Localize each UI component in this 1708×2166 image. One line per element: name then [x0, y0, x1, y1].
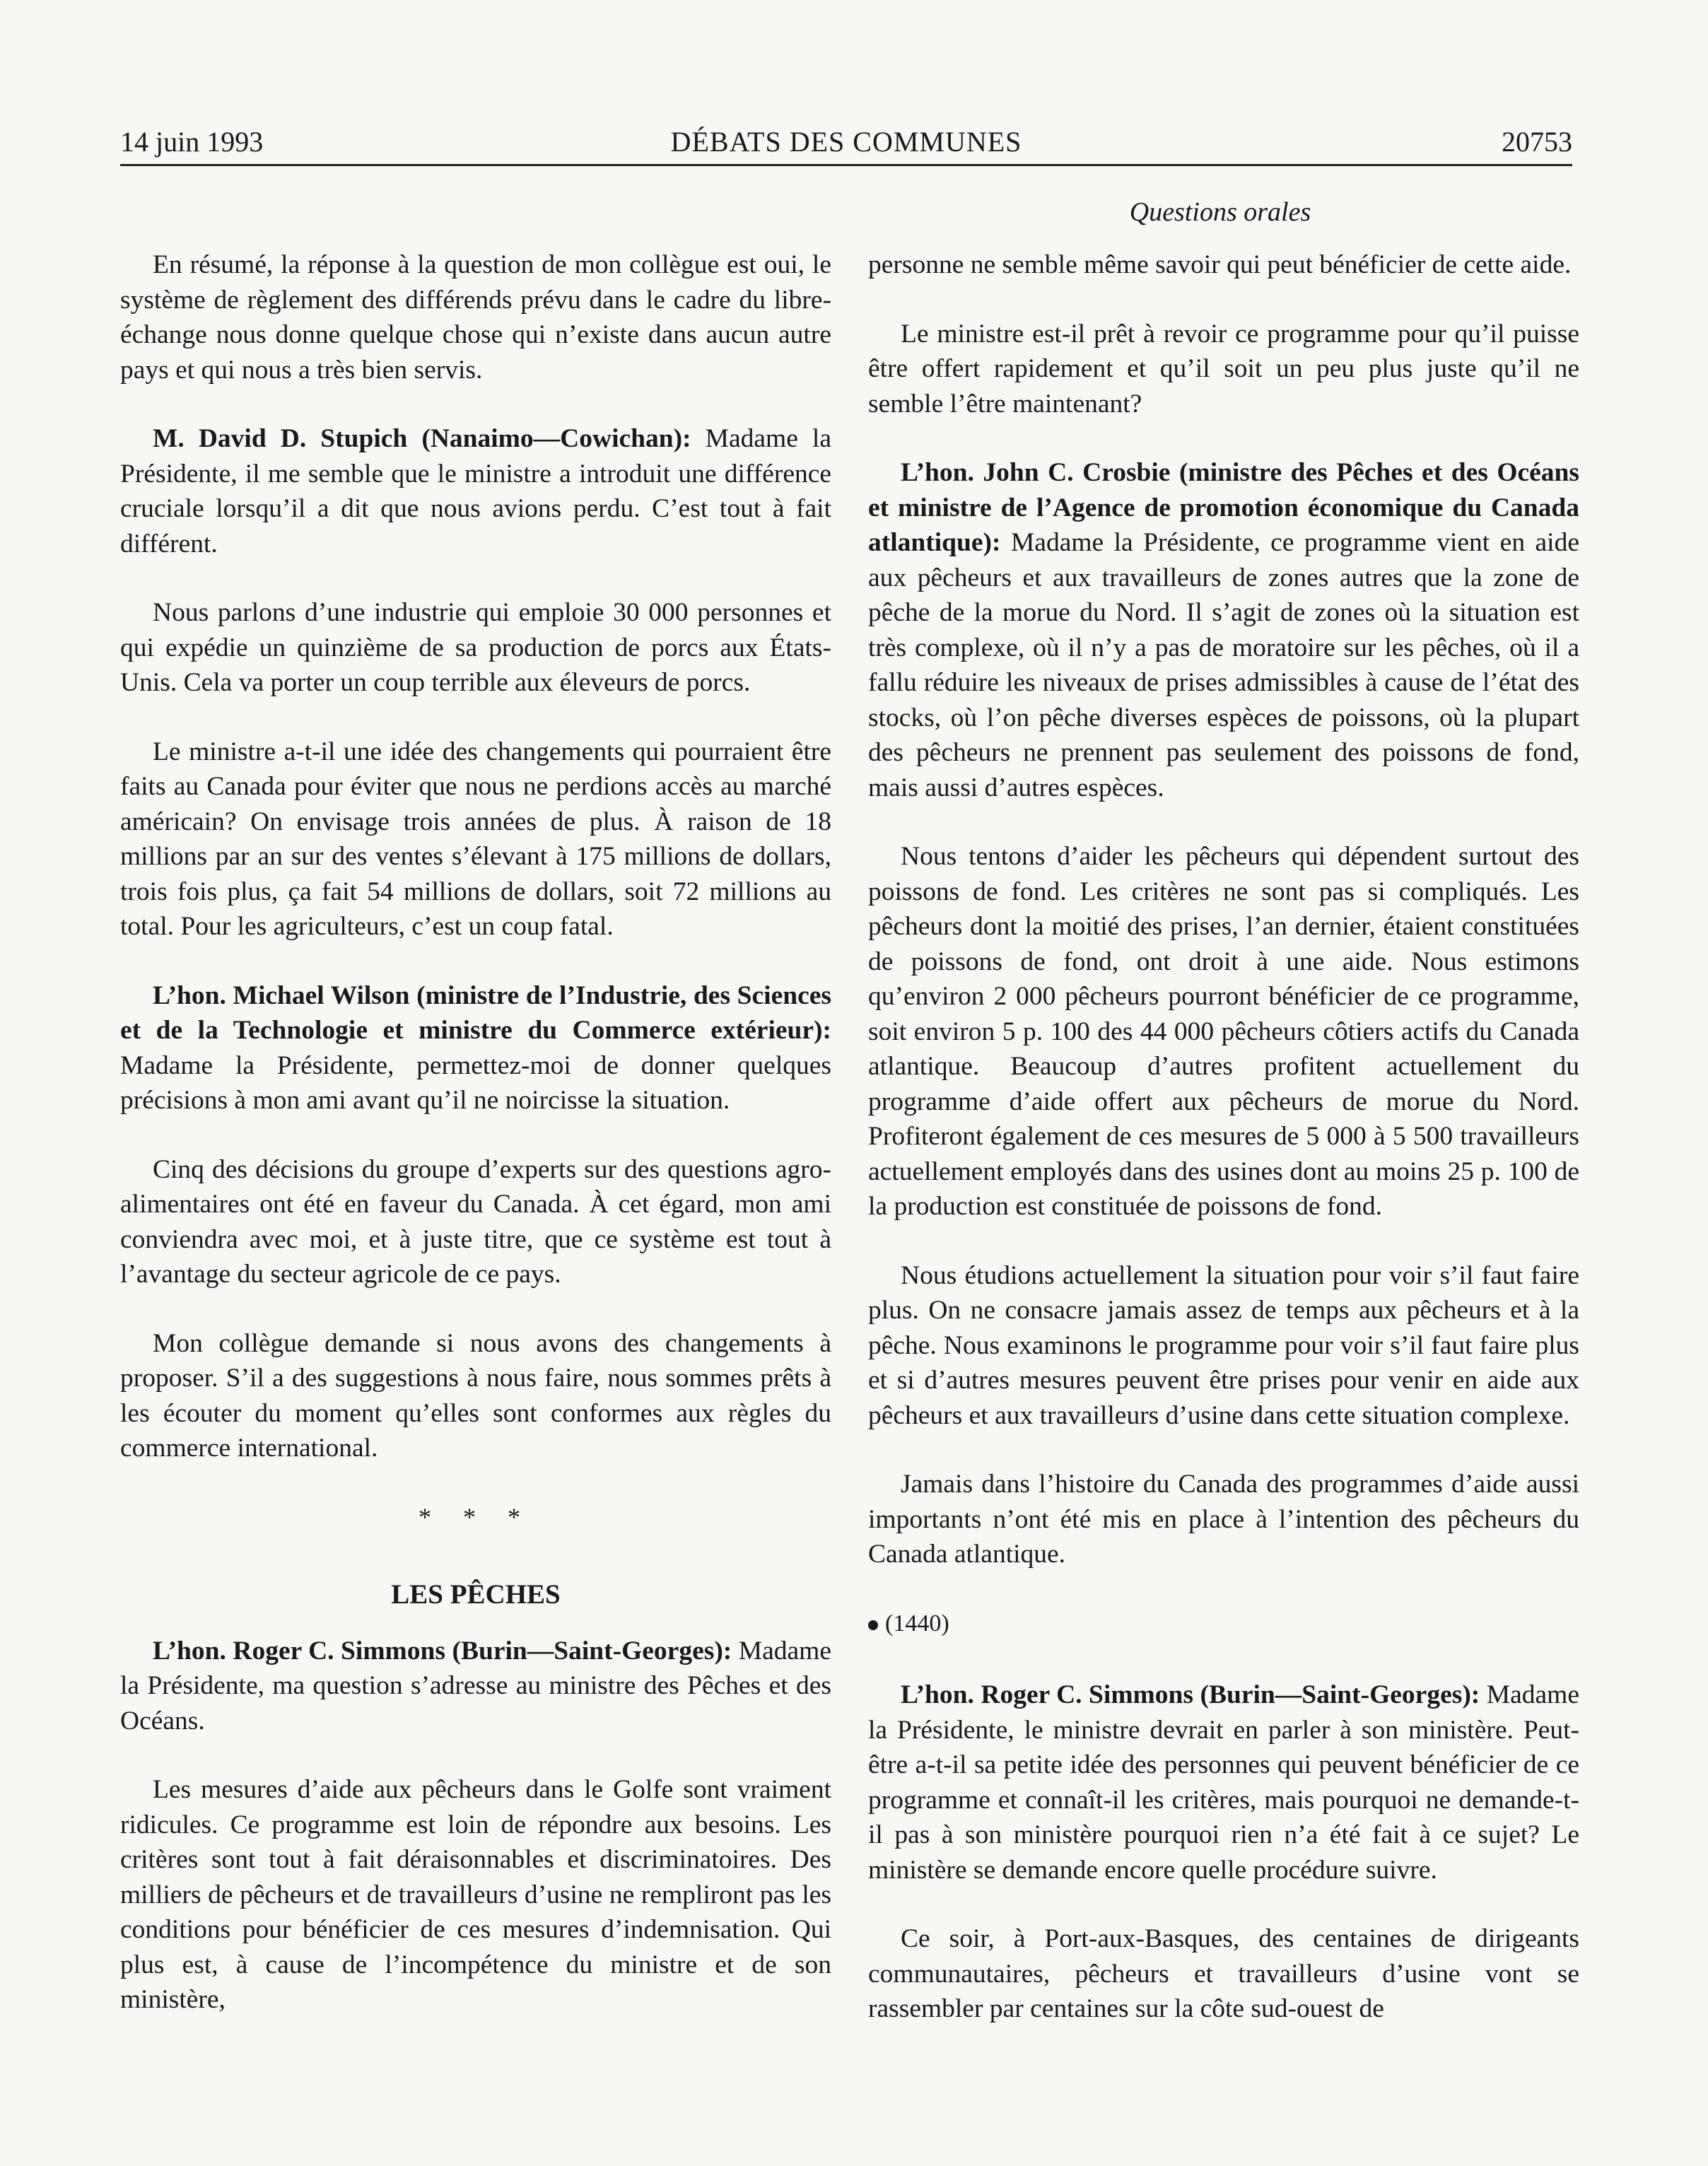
- right-column: [868, 247, 1579, 2061]
- paragraph: [868, 1467, 1579, 1572]
- page-number: 20753: [1502, 126, 1572, 158]
- section-label: Questions orales: [1129, 197, 1311, 227]
- page-header: [120, 124, 1572, 166]
- paragraph-text: Cinq des décisions du groupe d’experts sur des questions agro-alimentaires ont été en faveur du Canada. À cet égard, mon ami conviendra avec moi, et à juste titre, que ce système est tout à l’avantage du secteur agricole de ce pays.: [120, 1154, 831, 1289]
- paragraph: [120, 1152, 831, 1292]
- paragraph-text: Madame la Présidente, ma question s’adresse au ministre des Pêches et des Océans.: [120, 1636, 831, 1735]
- paragraph: [120, 1326, 831, 1466]
- paragraph-text: Mon collègue demande si nous avons des changements à proposer. S’il a des suggestions à nous faire, nous sommes prêts à les écouter du moment qu’elles sont conformes aux règles du commerce international.: [120, 1328, 831, 1463]
- paragraph-text: Le ministre a-t-il une idée des changements qui pourraient être faits au Canada pour éviter que nous ne perdions accès au marché américain? On envisage trois années de plus. À raison de 18 millions par an sur des ventes s’élevant à 175 millions de dollars, trois fois plus, ça fait 54 millions de dollars, soit 72 millions au total. Pour les agriculteurs, c’est un coup fatal.: [120, 737, 831, 941]
- bullet-icon: [868, 1620, 878, 1630]
- paragraph: [868, 1921, 1579, 2027]
- time-marker-text: (1440): [885, 1610, 949, 1637]
- paragraph-text: Madame la Présidente, il me semble que le ministre a introduit une différence cruciale lorsqu’il a dit que nous avions perdu. C’est tout à fait différent.: [120, 424, 832, 558]
- paragraph-text: Nous parlons d’une industrie qui emploie 30 000 personnes et qui expédie un quinzième de sa production de porcs aux États-Unis. Cela va porter un coup terrible aux éleveurs de porcs.: [120, 598, 831, 697]
- paragraph: [120, 734, 831, 944]
- paragraph: [868, 839, 1579, 1224]
- speaker-name: L’hon. John C. Crosbie (ministre des Pêches et des Océans et ministre de l’Agence de promotion économique du Canada atlantique):: [868, 458, 1579, 557]
- paragraph: [868, 1258, 1579, 1434]
- paragraph: [120, 1634, 831, 1739]
- header-date: 14 juin 1993: [120, 126, 264, 158]
- right-paragraphs-after: [868, 1678, 1579, 2027]
- right-paragraphs: [868, 247, 1579, 1572]
- paragraph-text: Madame la Présidente, le ministre devrait en parler à son ministère. Peut-être a-t-il sa petite idée des personnes qui peuvent bénéficier de ce programme et connaît-il les critères, mais pourquoi ne demande-t-il pas à son ministère pourquoi rien n’a été fait à ce sujet? Le ministère se demande encore quelle procédure suivre.: [868, 1680, 1579, 1885]
- paragraph: [868, 455, 1579, 805]
- left-column: [120, 247, 831, 2051]
- section-heading: LES PÊCHES: [391, 1579, 561, 1610]
- paragraph: [120, 1772, 831, 2018]
- left-paragraphs: [120, 247, 831, 1466]
- paragraph-text: Ce soir, à Port-aux-Basques, des centaines de dirigeants communautaires, pêcheurs et travailleurs d’usine vont se rassembler par centaines sur la côte sud-ouest de: [868, 1924, 1579, 2023]
- paragraph: [868, 247, 1579, 283]
- paragraph: [120, 421, 831, 561]
- paragraph: [868, 1678, 1579, 1887]
- left-paragraphs-after: [120, 1634, 831, 2018]
- paragraph-text: Madame la Présidente, ce programme vient en aide aux pêcheurs et aux travailleurs de zones autres que la zone de pêche de la morue du Nord. Il s’agit de zones où la situation est très complexe, où il n’y a pas de moratoire sur les pêches, où il a fallu réduire les niveaux de prises admissibles à cause de l’état des stocks, où l’on pêche diverses espèces de poissons, où la plupart des pêcheurs ne prennent pas seulement des poissons de fond, mais aussi d’autres espèces.: [868, 528, 1579, 802]
- paragraph-text: Nous tentons d’aider les pêcheurs qui dépendent surtout des poissons de fond. Les critères ne sont pas si compliqués. Les pêcheurs dont la moitié des prises, l’an dernier, étaient constituées de poissons de fond, ont droit à une aide. Nous estimons qu’environ 2 000 pêcheurs pourront bénéficier de ce programme, soit environ 5 p. 100 des 44 000 pêcheurs côtiers actifs du Canada atlantique. Beaucoup d’autres profitent actuellement du programme d’aide offert aux pêcheurs de morue du Nord. Profiteront également de ces mesures de 5 000 à 5 500 travailleurs actuellement employés dans des usines dont au moins 25 p. 100 de la production est constituée de poissons de fond.: [868, 842, 1579, 1221]
- paragraph-text: Madame la Présidente, permettez-moi de donner quelques précisions à mon ami avant qu’il ne noircisse la situation.: [120, 1050, 831, 1115]
- section-separator: * * *: [419, 1502, 533, 1531]
- speaker-name: L’hon. Roger C. Simmons (Burin—Saint-Georges):: [153, 1636, 732, 1666]
- speaker-name: M. David D. Stupich (Nanaimo—Cowichan):: [153, 424, 691, 453]
- header-title: DÉBATS DES COMMUNES: [670, 126, 1022, 158]
- paragraph: [120, 978, 831, 1118]
- paragraph-text: Jamais dans l’histoire du Canada des programmes d’aide aussi importants n’ont été mis en place à l’intention des pêcheurs du Canada atlantique.: [868, 1470, 1579, 1569]
- paragraph: [120, 247, 831, 387]
- speaker-name: L’hon. Roger C. Simmons (Burin—Saint-Georges):: [901, 1680, 1480, 1709]
- paragraph: [868, 317, 1579, 422]
- paragraph: [120, 595, 831, 701]
- paragraph-text: Le ministre est-il prêt à revoir ce programme pour qu’il puisse être offert rapidement et qu’il soit un peu plus juste qu’il ne semble l’être maintenant?: [868, 319, 1579, 418]
- paragraph-text: Les mesures d’aide aux pêcheurs dans le Golfe sont vraiment ridicules. Ce programme est loin de répondre aux besoins. Les critères sont tout à fait déraisonnables et discriminatoires. Des milliers de pêcheurs et de travailleurs d’usine ne rempliront pas les conditions pour bénéficier de ces mesures d’indemnisation. Qui plus est, à cause de l’incompétence du ministre et de son ministère,: [120, 1775, 831, 2014]
- paragraph-text: personne ne semble même savoir qui peut bénéficier de cette aide.: [868, 250, 1572, 279]
- time-marker: [868, 1606, 1579, 1641]
- paragraph-text: En résumé, la réponse à la question de mon collègue est oui, le système de règlement des différends prévu dans le cadre du libre-échange nous donne quelque chose qui n’existe dans aucun autre pays et qui nous a très bien servis.: [120, 250, 831, 385]
- speaker-name: L’hon. Michael Wilson (ministre de l’Industrie, des Sciences et de la Technologie et ministre du Commerce extérieur):: [120, 980, 831, 1045]
- paragraph-text: Nous étudions actuellement la situation pour voir s’il faut faire plus. On ne consacre jamais assez de temps aux pêcheurs et à la pêche. Nous examinons le programme pour voir s’il faut faire plus et si d’autres mesures peuvent être prises pour venir en aide aux pêcheurs et aux travailleurs d’usine dans cette situation complexe.: [868, 1260, 1579, 1430]
